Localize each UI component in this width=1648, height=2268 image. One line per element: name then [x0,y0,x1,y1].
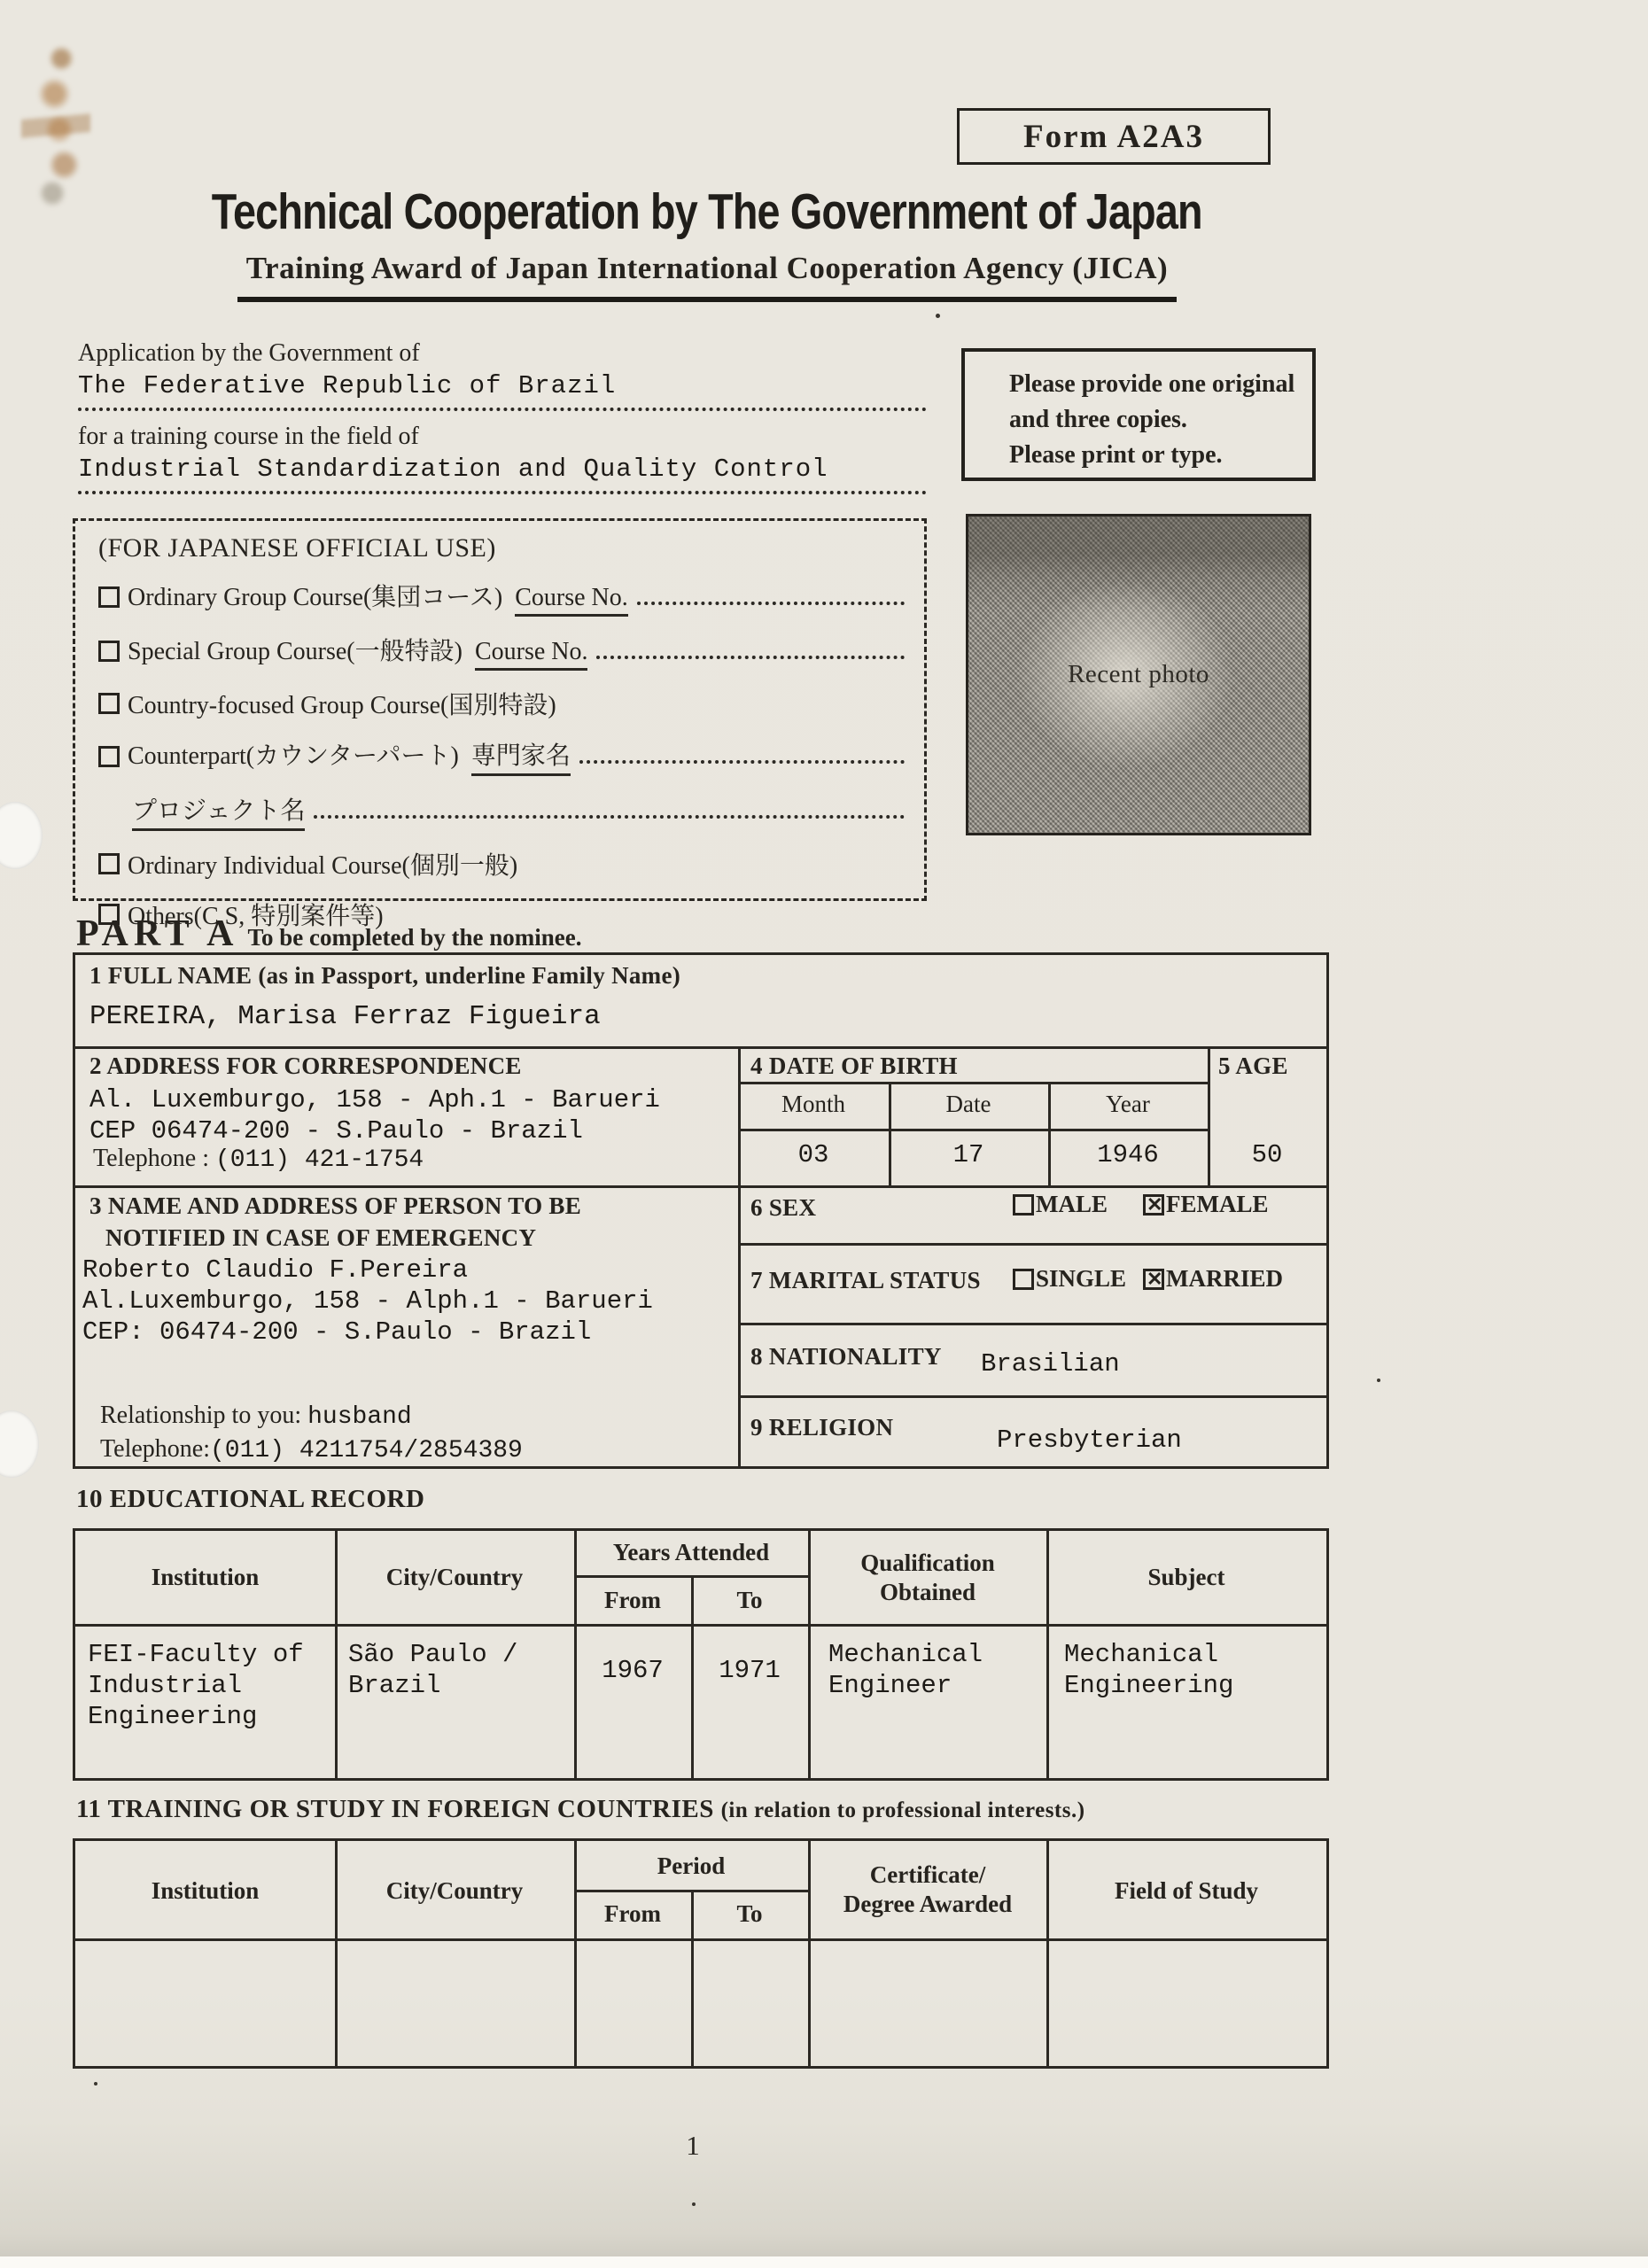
education-city-country: São Paulo / Brazil [348,1640,518,1700]
marital-option-label: SINGLE [1036,1265,1127,1292]
table-line [738,1323,1326,1325]
dotted-line [579,748,905,764]
ink-speck [1377,1379,1380,1382]
telephone-value: (011) 421-1754 [215,1146,424,1174]
application-block [78,338,927,505]
sex-option-female [1143,1191,1269,1218]
emergency-telephone-value: (011) 4211754/2854389 [210,1437,523,1464]
page-subtitle-wrap [13,251,1401,302]
sex-option-label: MALE [1036,1191,1108,1217]
emergency-line: CEP: 06474-200 - S.Paulo - Brazil [82,1317,592,1347]
foreign-training-table [73,1838,1329,2069]
table-line [75,1185,738,1188]
column-header: Subject [1147,1564,1225,1590]
religion-label: 9 RELIGION [750,1414,894,1441]
education-from: 1967 [602,1656,664,1685]
option-suffix: Course No. [515,584,628,617]
table-line [1046,1841,1049,2066]
checkbox-icon [1143,1194,1164,1216]
dob-year-value: 1946 [1097,1140,1159,1169]
application-line1-value: The Federative Republic of Brazil [78,371,617,400]
table-line [75,1938,1326,1941]
table-line [75,1046,1326,1049]
part-a-table [73,952,1329,1469]
emergency-label-line1: 3 NAME AND ADDRESS OF PERSON TO BE [89,1192,582,1219]
column-header: Qualification Obtained [860,1550,995,1605]
nationality-value: Brasilian [981,1349,1120,1379]
checkbox-icon [1013,1194,1034,1216]
punch-hole [0,1410,39,1478]
emergency-label-line2: NOTIFIED IN CASE OF EMERGENCY [105,1224,537,1251]
age-label: 5 AGE [1218,1052,1288,1079]
option-label: Counterpart(カウンターパート) [128,742,459,770]
column-header: Field of Study [1114,1877,1259,1904]
option-suffix: Course No. [475,638,588,671]
column-header: From [604,1587,661,1613]
part-a-title: PART A [76,913,239,954]
column-header: From [604,1900,661,1927]
table-line [738,1185,1326,1188]
foreign-training-note: (in relation to professional interests.) [720,1798,1085,1822]
religion-value: Presbyterian [997,1425,1182,1455]
checkbox-icon [98,641,120,662]
form-number: Form A2A3 [1023,118,1204,155]
ink-speck [692,2202,696,2206]
column-header: Institution [151,1564,260,1590]
nationality-label: 8 NATIONALITY [750,1343,942,1370]
education-heading: 10 EDUCATIONAL RECORD [76,1485,425,1513]
dotted-rule [78,401,927,411]
application-line1-label: Application by the Government of [78,339,420,367]
dotted-line [596,643,905,659]
emergency-telephone-row [100,1433,523,1466]
column-header: Certificate/ Degree Awarded [843,1861,1013,1917]
option-label: Special Group Course(一般特設) [128,638,463,665]
ink-speck [94,2082,97,2085]
option-label: Others(C.S, 特別案件等) [128,903,384,930]
photo-placeholder [966,514,1311,835]
column-header: City/Country [385,1877,524,1904]
marital-option-label: MARRIED [1166,1265,1283,1292]
education-to: 1971 [719,1656,781,1685]
official-option-row [98,736,905,776]
page-subtitle: Training Award of Japan International Cooperation Agency (JICA) [237,251,1177,302]
option-label: Ordinary Individual Course(個別一般) [128,852,518,880]
table-line [738,1395,1326,1398]
table-line [808,1841,811,2066]
option-label: Country-focused Group Course(国別特設) [128,692,556,719]
page-number: 1 [686,2130,700,2161]
dob-column-header: Month [781,1091,845,1117]
checkbox-icon [98,746,120,767]
dotted-line [314,803,905,819]
project-name-row [132,791,905,831]
checkbox-icon [98,586,120,608]
instructions-line: Please provide one original [1009,370,1295,398]
foreign-training-heading [76,1795,1085,1824]
emergency-telephone-label: Telephone: [100,1435,210,1463]
column-header: Institution [151,1877,260,1904]
education-qualification: Mechanical Engineer [828,1640,983,1700]
full-name-value: PEREIRA, Marisa Ferraz Figueira [89,1001,601,1032]
dob-column-header: Year [1106,1091,1150,1117]
age-value: 50 [1251,1140,1283,1169]
option-suffix: 専門家名 [471,736,571,776]
official-use-box [73,518,927,930]
form-number-box [957,108,1271,165]
foreign-training-title: 11 TRAINING OR STUDY IN FOREIGN COUNTRIES [76,1795,714,1823]
checkbox-icon [98,693,120,714]
sex-label: 6 SEX [750,1194,817,1221]
dotted-rule [78,485,927,494]
dob-label: 4 DATE OF BIRTH [750,1052,958,1079]
table-line [75,1624,1326,1627]
photo-label: Recent photo [1068,660,1209,688]
ink-speck [936,314,940,318]
education-institution: FEI-Faculty of Industrial Engineering [88,1640,304,1731]
address-telephone [93,1143,424,1176]
application-line2-label: for a training course in the field of [78,423,419,450]
official-option-row [98,632,905,671]
part-a-subtitle: To be completed by the nominee. [247,924,582,951]
checkbox-icon [1143,1269,1164,1290]
page-title-wrap [13,183,1401,241]
relationship-label: Relationship to you: [100,1402,302,1429]
page-title: Technical Cooperation by The Government of Japan [211,183,1203,240]
checkbox-icon [98,853,120,874]
column-header: Years Attended [612,1539,770,1565]
column-header: To [736,1900,763,1927]
address-line: CEP 06474-200 - S.Paulo - Brazil [89,1116,583,1146]
dob-column-header: Date [945,1091,991,1117]
address-line: Al. Luxemburgo, 158 - Aph.1 - Barueri [89,1085,660,1115]
marital-status-label: 7 MARITAL STATUS [750,1267,981,1293]
table-line [335,1841,338,2066]
sex-option-male [1013,1191,1108,1218]
table-line [738,1129,1208,1131]
official-option-row [98,846,905,882]
application-line2-value: Industrial Standardization and Quality Control [78,454,828,484]
table-line [808,1531,811,1778]
dob-date-value: 17 [952,1140,984,1169]
instructions-line: and three copies. [1009,406,1187,433]
part-a-heading [76,913,582,955]
relationship-value: husband [307,1403,412,1431]
emergency-line: Roberto Claudio F.Pereira [82,1255,469,1285]
address-label: 2 ADDRESS FOR CORRESPONDENCE [89,1052,522,1079]
dob-month-value: 03 [797,1140,829,1169]
education-table [73,1528,1329,1781]
option-label: Ordinary Group Course(集団コース) [128,584,503,611]
sex-option-label: FEMALE [1166,1191,1269,1217]
emergency-line: Al.Luxemburgo, 158 - Alph.1 - Barueri [82,1286,653,1316]
dotted-line [637,589,905,605]
column-header: To [736,1587,763,1613]
column-header: Period [657,1852,726,1879]
column-header: City/Country [385,1564,524,1590]
table-line [738,1243,1326,1246]
punch-hole [0,802,43,869]
project-name-label: プロジェクト名 [132,791,305,831]
instructions-box [961,348,1316,481]
official-use-heading: (FOR JAPANESE OFFICIAL USE) [98,533,496,563]
relationship-row [100,1400,412,1433]
telephone-label: Telephone : [93,1145,209,1172]
education-subject: Mechanical Engineering [1064,1640,1234,1700]
full-name-label: 1 FULL NAME (as in Passport, underline Family Name) [89,962,681,989]
instructions-line: Please print or type. [1009,441,1223,469]
table-line [738,1082,1208,1084]
checkbox-icon [1013,1269,1034,1290]
marital-option-single [1013,1265,1126,1293]
marital-option-married [1143,1265,1283,1293]
official-option-row [98,686,905,721]
official-option-row [98,578,905,617]
